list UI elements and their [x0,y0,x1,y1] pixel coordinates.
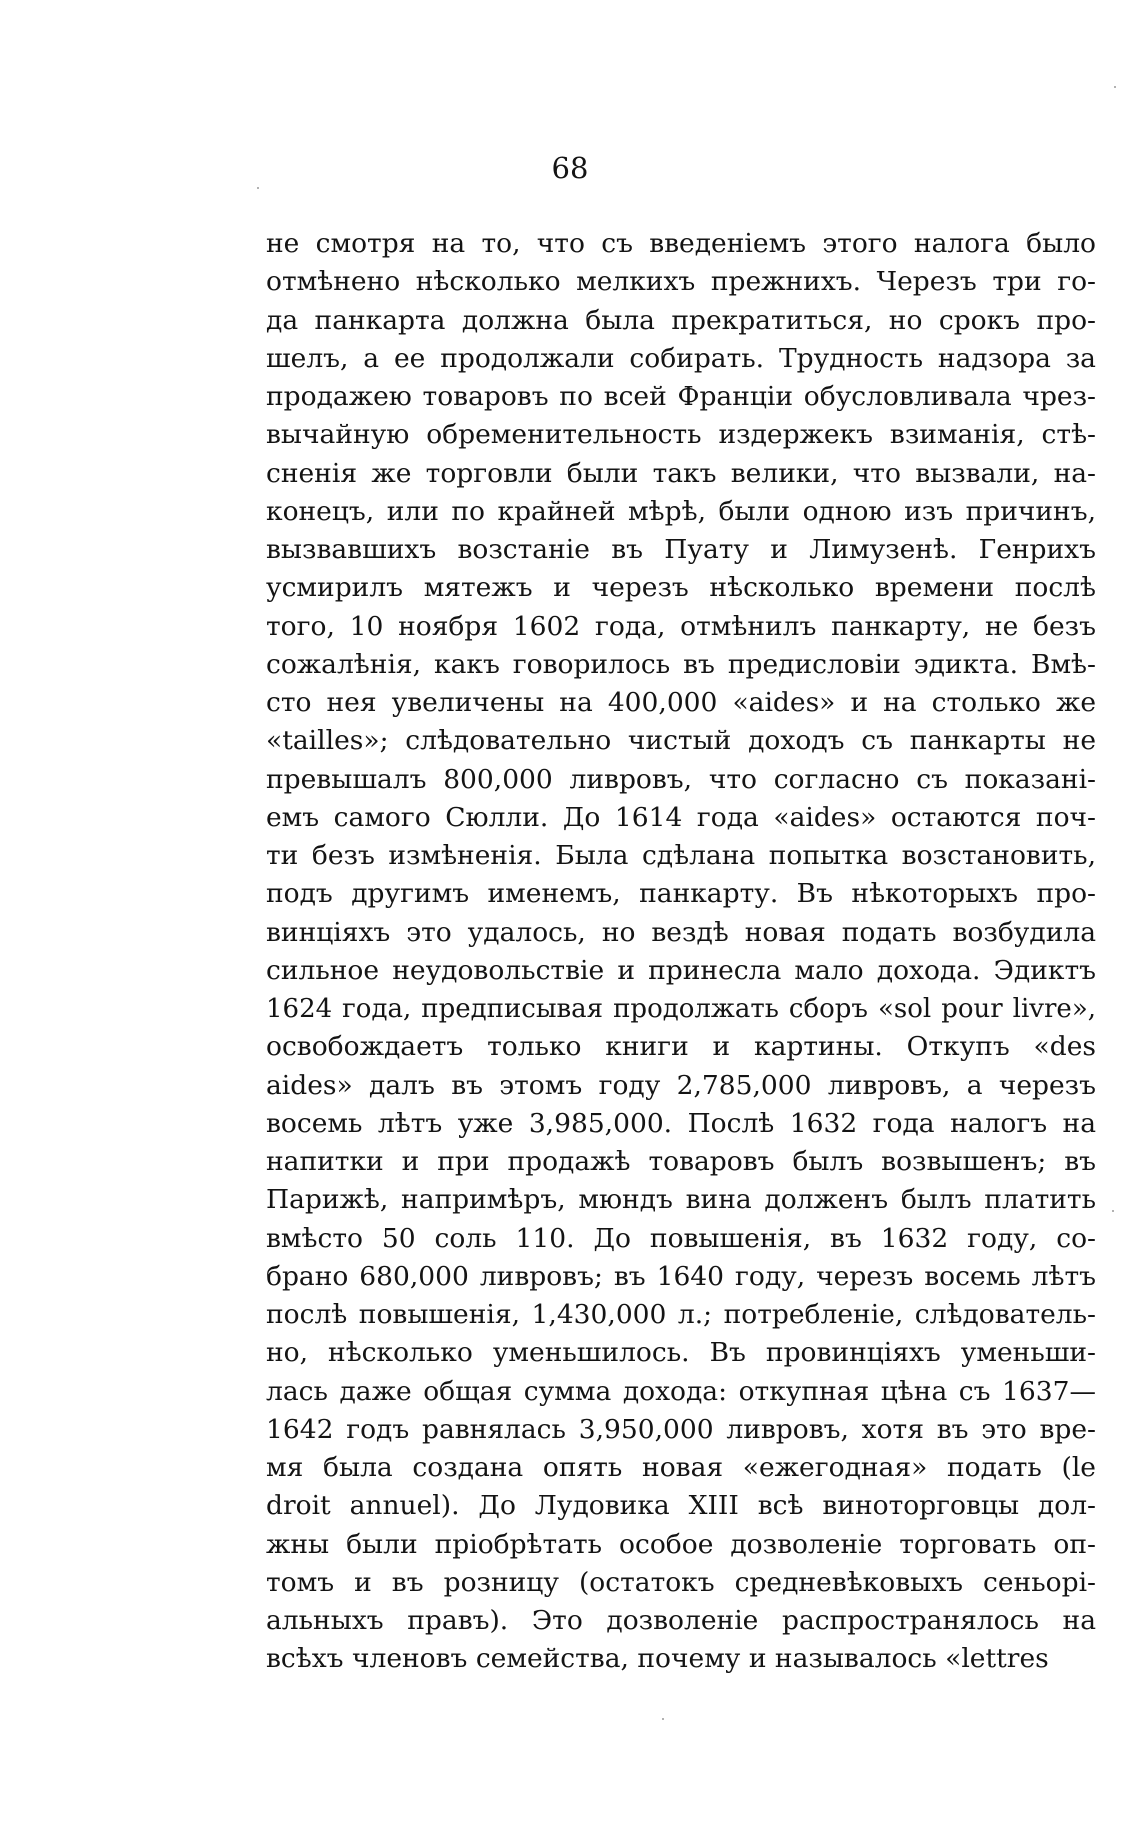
text-line: превышалъ 800,000 ливровъ, что согласно съ показані- [266,763,1096,795]
scan-speck [1112,1210,1114,1212]
text-line: сильное неудовольствіе и принесла мало дохода. Эдиктъ [266,954,1096,986]
text-line: 1624 года, предписывая продолжать сборъ «sol pour livre», [266,994,1096,1024]
text-line: да панкарта должна была прекратиться, но срокъ про- [266,304,1096,336]
scan-speck [257,187,259,189]
text-line: напитки и при продажѣ товаровъ былъ возвышенъ; въ [266,1146,1096,1177]
body-text [266,225,1096,1679]
text-line: всѣхъ членовъ семейства, почему и называлось «lettres [266,1643,1049,1675]
text-line: мя была создана опять новая «ежегодная» подать (le [266,1452,1096,1483]
text-line: вызвавшихъ возстаніе въ Пуату и Лимузенѣ. Генрихъ [266,534,1096,565]
text-line: винціяхъ это удалось, но вездѣ новая подать возбудила [266,916,1096,948]
text-line: усмирилъ мятежъ и черезъ нѣсколько времени послѣ [266,572,1096,604]
text-line: aides» далъ въ этомъ году 2,785,000 ливровъ, а черезъ [266,1069,1096,1101]
text-line: продажею товаровъ по всей Франціи обусловливала чрез- [266,381,1096,412]
scan-speck [1114,86,1116,88]
scan-speck [662,1718,664,1720]
text-line: отмѣнено нѣсколько мелкихъ прежнихъ. Черезъ три го- [266,266,1096,298]
text-line: брано 680,000 ливровъ; въ 1640 году, черезъ восемь лѣтъ [266,1260,1096,1292]
text-line: того, 10 ноября 1602 года, отмѣнилъ панкарту, не безъ [266,610,1096,642]
text-line: сожалѣнія, какъ говорилось въ предисловіи эдикта. Вмѣ- [266,648,1096,680]
text-line: не смотря на то, что съ введеніемъ этого налога было [266,228,1096,259]
text-line: Парижѣ, напримѣръ, мюндъ вина долженъ былъ платить [266,1184,1096,1216]
text-line: «tailles»; слѣдовательно чистый доходъ съ панкарты не [266,725,1096,757]
text-line: альныхъ правъ). Это дозволеніе распространялось на [266,1605,1096,1636]
text-line: емъ самого Сюлли. До 1614 года «aides» остаются поч- [266,801,1096,833]
text-line: сненія же торговли были такъ велики, что вызвали, на- [266,457,1096,489]
text-line: послѣ повышенія, 1,430,000 л.; потребленіе, слѣдователь- [266,1299,1096,1330]
page-number: 68 [551,151,589,185]
text-line: droit annuel). До Лудовика XIII всѣ виноторговцы дол- [266,1490,1096,1522]
text-line: сто нея увеличены на 400,000 «aides» и на столько же [266,687,1096,718]
text-line: жны были пріобрѣтать особое дозволеніе торговать оп- [266,1528,1096,1560]
text-line: но, нѣсколько уменьшилось. Въ провинціяхъ уменьши- [266,1337,1096,1369]
text-line: лась даже общая сумма дохода: откупная цѣна съ 1637— [266,1375,1096,1407]
text-line: конецъ, или по крайней мѣрѣ, были одною изъ причинъ, [266,495,1096,527]
text-line: вычайную обременительность издержекъ взиманія, стѣ- [266,419,1096,451]
text-line: вмѣсто 50 соль 110. До повышенія, въ 1632 году, со- [266,1222,1096,1254]
text-line: восемь лѣтъ уже 3,985,000. Послѣ 1632 года налогъ на [266,1107,1096,1139]
text-line: томъ и въ розницу (остатокъ средневѣковыхъ сеньорі- [266,1566,1096,1598]
text-line: подъ другимъ именемъ, панкарту. Въ нѣкоторыхъ про- [266,878,1096,910]
text-line: шелъ, а ее продолжали собирать. Трудность надзора за [266,342,1096,374]
text-line: 1642 годъ равнялась 3,950,000 ливровъ, хотя въ это вре- [266,1413,1096,1445]
text-line: освобождаетъ только книги и картины. Откупъ «des [266,1031,1096,1063]
text-line: ти безъ измѣненія. Была сдѣлана попытка возстановить, [266,840,1096,871]
